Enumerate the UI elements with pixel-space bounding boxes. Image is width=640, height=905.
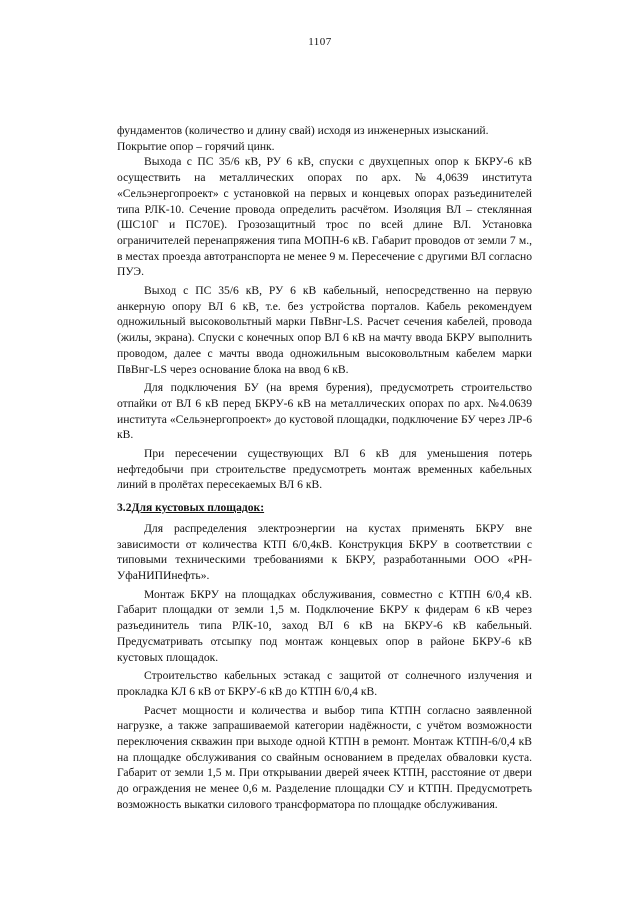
- page-number: 1107: [308, 36, 332, 48]
- paragraph-line-crossing: При пересечении существующих ВЛ 6 кВ для уменьшения потерь нефтедобычи при строительстве предусмотреть монтаж временных кабельных линий в пролётах пересекаемых ВЛ 6 кВ.: [117, 447, 532, 492]
- section-number: 3.2: [117, 501, 132, 515]
- paragraph-ktpn-selection: Расчет мощности и количества и выбор типа КТПН согласно заявленной нагрузке, а также запрашиваемой категории надёжности, с учётом возможности переключения скважин при выходе одной КТПН в ремонт. Монтаж КТПН-6/0,4 кВ на площадке обслуживания со свайным основанием в пределах обваловки куста. Габарит от земли 1,5 м. При открывании дверей ячеек КТПН, расстояние от двери до ограждения не менее 0,6 м. Разделение площадки СУ и КТПН. Предусмотреть возможность выкатки силового трансформатора по площадке обслуживания.: [117, 703, 532, 811]
- paragraph-intro-line-1: фундаментов (количество и длину свай) исходя из инженерных изысканий.: [117, 124, 489, 137]
- paragraph-overhead-line-exits: Выхода с ПС 35/6 кВ, РУ 6 кВ, спуски с двухцепных опор к БКРУ-6 кВ осуществить на металлических опорах по арх. №4,0639 института «Сельэнергопроект» с установкой на первых и концевых опорах разъединителей типа РЛК-10. Сечение провода определить расчётом. Изоляция ВЛ – стеклянная (ШС10Г и ПС70Е). Грозозащитный трос по всей длине ВЛ. Установка ограничителей перенапряжения типа МОПН-6 кВ. Габарит проводов от земли 7 м., в местах проезда автотранспорта не менее 9 м. Пересечение с другими ВЛ согласно ПУЭ.: [117, 155, 532, 279]
- paragraph-bkru-installation: Монтаж БКРУ на площадках обслуживания, совместно с КТПН 6/0,4 кВ. Габарит площадки от земли 1,5 м. Подключение БКРУ к фидерам 6 кВ через разъединитель типа РЛК-10, заход ВЛ 6 кВ на БКРУ-6 кВ кабельный. Предусматривать отсыпку под монтаж концевых опор в районе БКРУ-6 кВ кустовых площадок.: [117, 587, 532, 664]
- paragraph-cable-racks: Строительство кабельных эстакад с защитой от солнечного излучения и прокладка КЛ 6 кВ от БКРУ-6 кВ до КТПН 6/0,4 кВ.: [117, 669, 532, 698]
- paragraph-cable-exit: Выход с ПС 35/6 кВ, РУ 6 кВ кабельный, непосредственно на первую анкерную опору ВЛ 6 кВ, т.е. без устройства порталов. Кабель рекомендуем одножильный высоковольтный марки ПвВнг-LS. Расчет сечения кабелей, провода (жилы, экрана). Спуски с конечных опор ВЛ 6 кВ на мачту ввода БКРУ выполнить проводом, далее с мачты ввода одножильным высоковольтным кабелем марки ПвВнг-LS через основание блока на ввод 6 кВ.: [117, 284, 532, 376]
- paragraph-drilling-connection: Для подключения БУ (на время бурения), предусмотреть строительство отпайки от ВЛ 6 кВ перед БКРУ-6 кВ на металлических опорах по арх. №4.0639 института «Сельэнергопроект» до кустовой площадки, подключение БУ через ЛР-6 кВ.: [117, 381, 532, 442]
- section-title: Для кустовых площадок:: [131, 501, 265, 515]
- paragraph-intro-line-2: Покрытие опор – горячий цинк.: [117, 139, 275, 153]
- document-body: [117, 123, 532, 816]
- section-heading: [117, 500, 532, 516]
- paragraph-power-distribution: Для распределения электроэнергии на кустах применять БКРУ вне зависимости от количества КТП 6/0,4кВ. Конструкция БКРУ в соответствии с типовыми техническими требованиями к БКРУ, разработанными ООО «РН-УфаНИПИнефть».: [117, 521, 532, 582]
